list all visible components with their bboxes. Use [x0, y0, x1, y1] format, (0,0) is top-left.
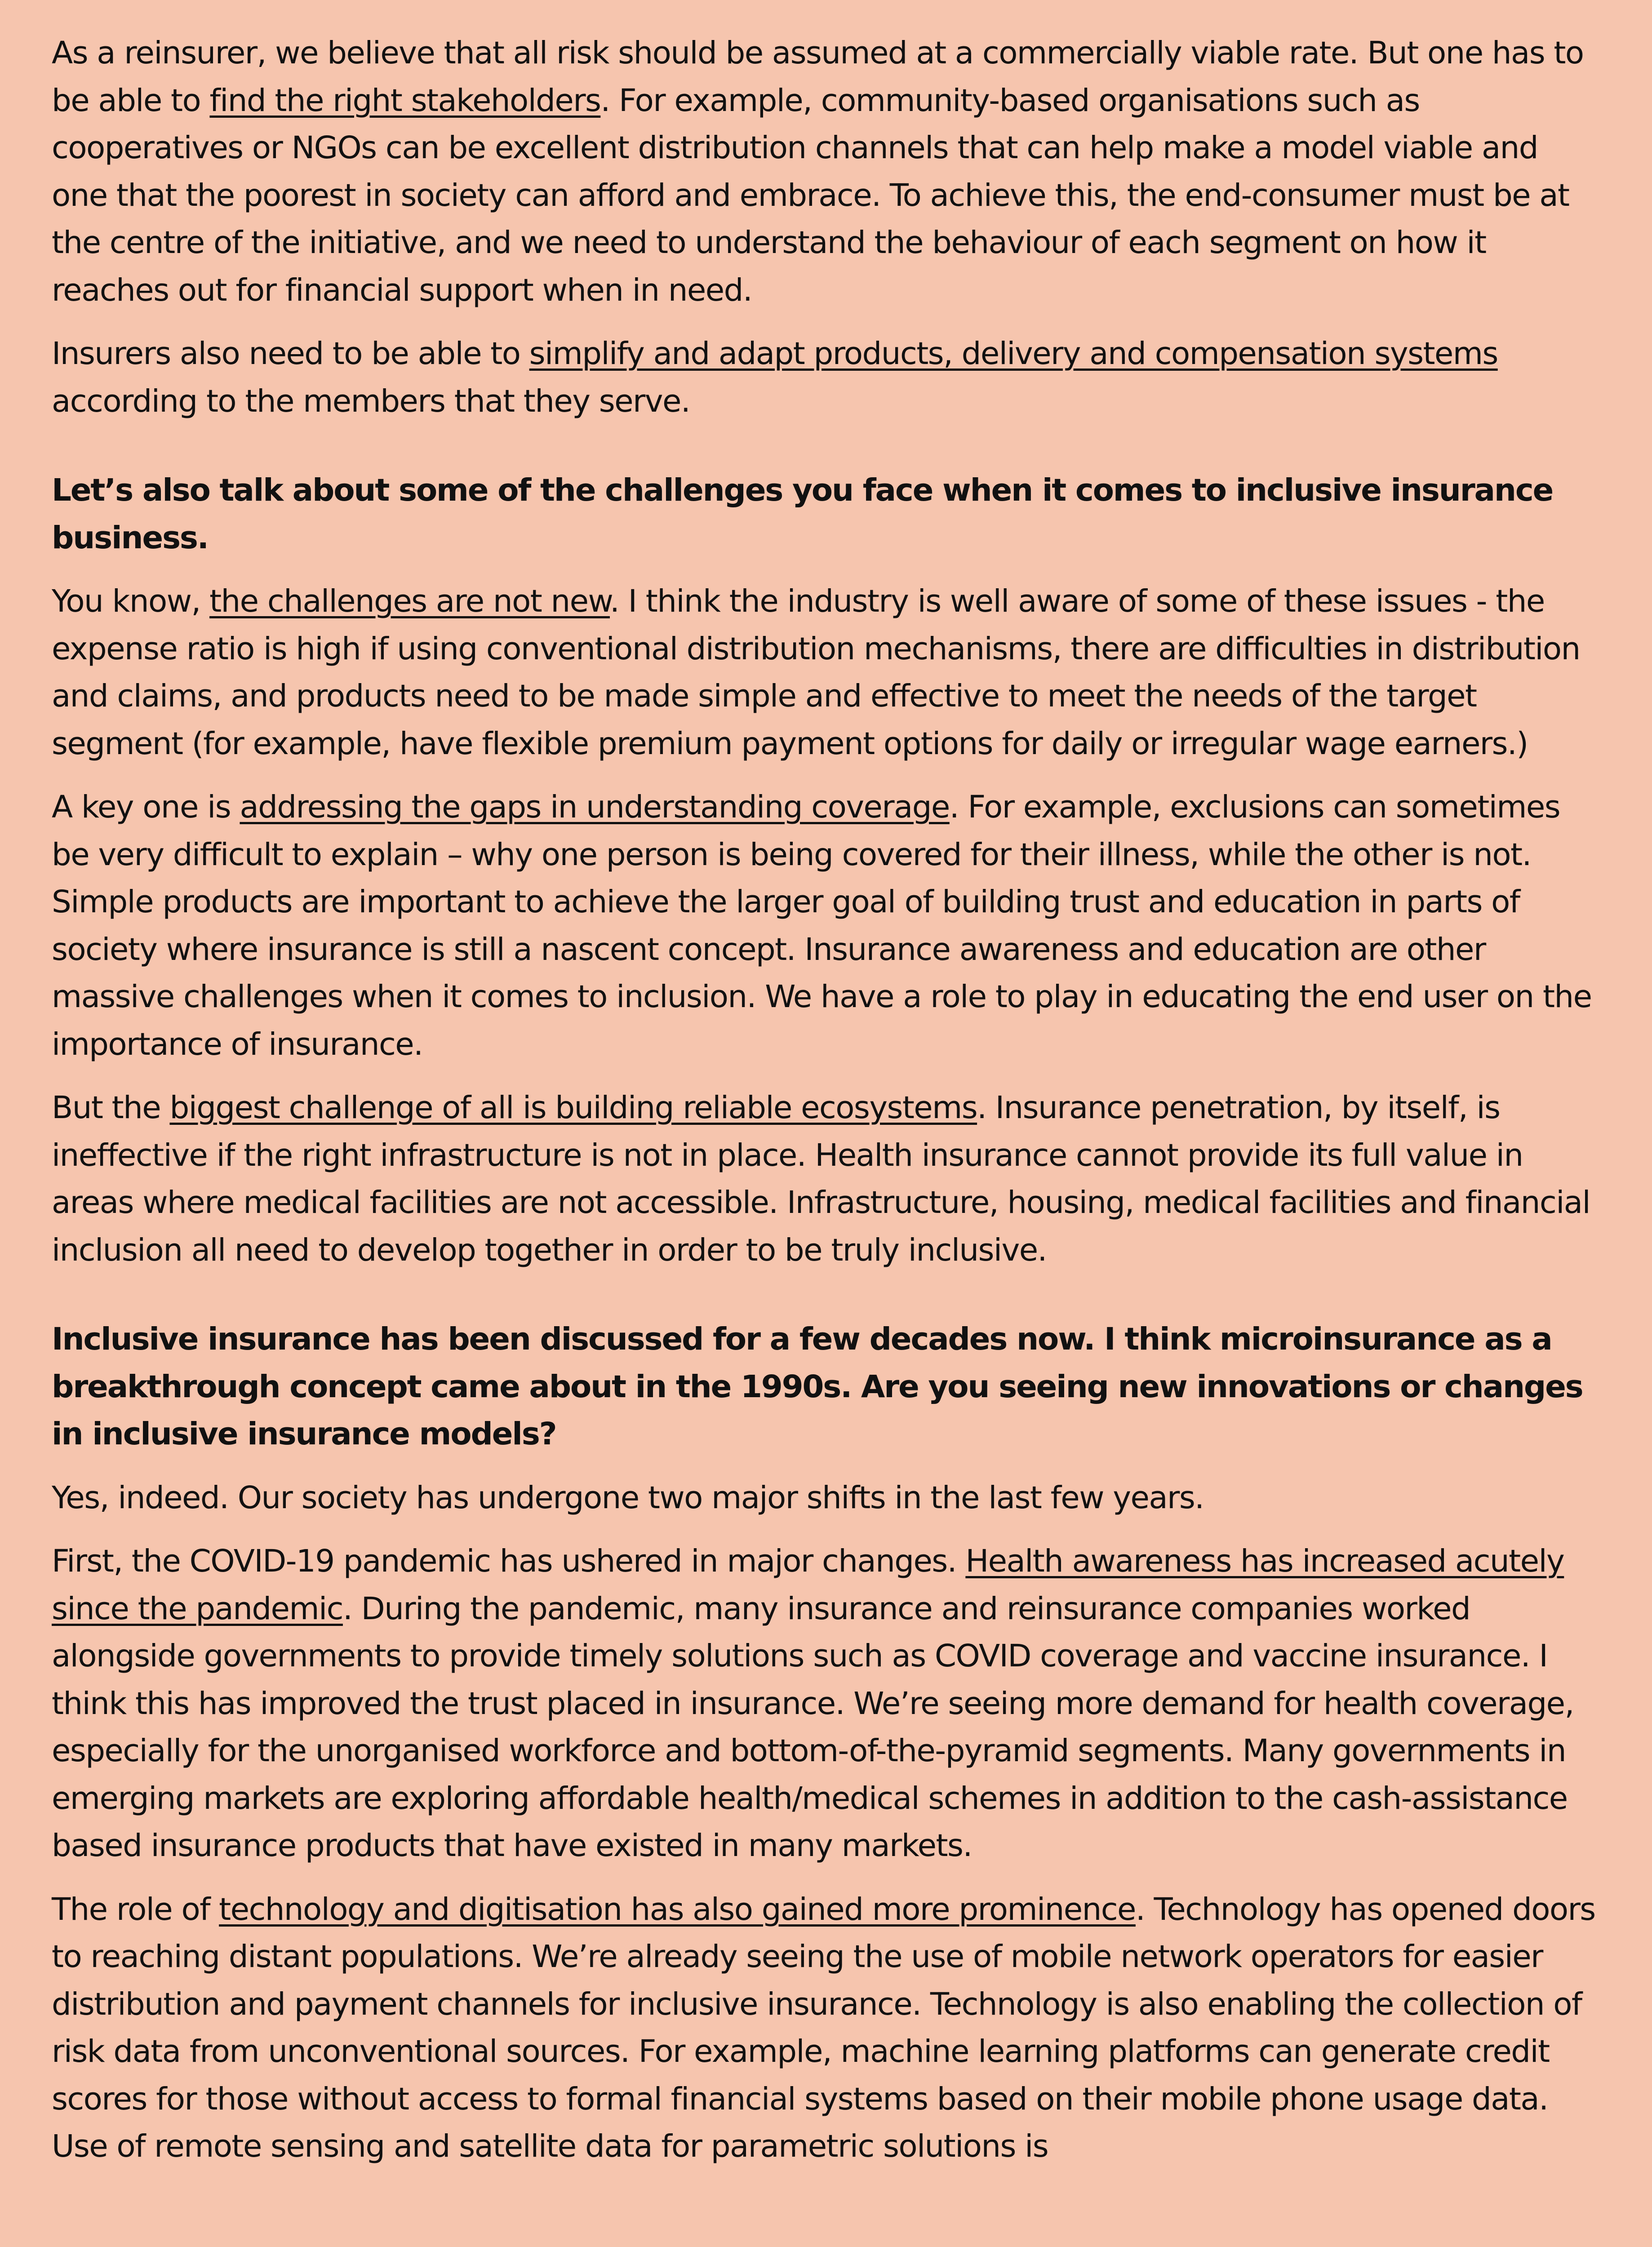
answer-paragraph	[52, 578, 1598, 768]
answer-paragraph	[52, 30, 1598, 314]
article-body	[52, 30, 1598, 2187]
interview-question: Let’s also talk about some of the challenges you face when it comes to inclusive insurance business.	[52, 472, 1553, 556]
underlined-phrase: the challenges are not new	[209, 583, 610, 619]
answer-paragraph	[52, 1474, 1598, 1522]
answer-text: Yes, indeed. Our society has undergone two major shifts in the last few years.	[52, 1479, 1204, 1516]
answer-text: . I think the industry is well aware of some of these issues - the expense ratio is high if using conventional distribution mechanisms, there are difficulties in distribution and claims, and products need to be made simple and effective to meet the needs of the target segment (for example, have flexible premium payment options for daily or irregular wage earners.)	[52, 583, 1580, 762]
answer-text: The role of	[52, 1891, 219, 1927]
answer-text: . Insurance penetration, by itself, is ineffective if the right infrastructure is not in place. Health insurance cannot provide its full value in areas where medical facilities are not accessible. Infrastructure, housing, medical facilities and financial inclusion all need to develop together in order to be truly inclusive.	[52, 1090, 1590, 1268]
underlined-phrase: addressing the gaps in understanding coverage	[240, 789, 950, 825]
answer-paragraph	[52, 1538, 1598, 1870]
answer-paragraph	[52, 784, 1598, 1068]
answer-text: . During the pandemic, many insurance and reinsurance companies worked alongside governments to provide timely solutions such as COVID coverage and vaccine insurance. I think this has improved the trust placed in insurance. We’re seeing more demand for health coverage, especially for the unorganised workforce and bottom-of-the-pyramid segments. Many governments in emerging markets are exploring affordable health/medical schemes in addition to the cash-assistance based insurance products that have existed in many markets.	[52, 1590, 1574, 1864]
underlined-phrase: simplify and adapt products, delivery and compensation systems	[529, 336, 1498, 372]
answer-text: . For example, exclusions can sometimes be very difficult to explain – why one person is being covered for their illness, while the other is not. Simple products are important to achieve the larger goal of building trust and education in parts of society where insurance is still a nascent concept. Insurance awareness and education are other massive challenges when it comes to inclusion. We have a role to play in educating the end user on the importance of insurance.	[52, 789, 1592, 1062]
underlined-phrase: Health awareness has increased acutely since the pandemic	[52, 1543, 1564, 1627]
answer-text: First, the COVID-19 pandemic has ushered in major changes.	[52, 1543, 966, 1579]
answer-text: You know,	[52, 583, 210, 619]
answer-text: . For example, community-based organisations such as cooperatives or NGOs can be excellent distribution channels that can help make a model viable and one that the poorest in society can afford and embrace. To achieve this, the end-consumer must be at the centre of the initiative, and we need to understand the behaviour of each segment on how it reaches out for financial support when in need.	[52, 82, 1569, 308]
answer-paragraph	[52, 1886, 1598, 2171]
answer-text: But the	[52, 1090, 170, 1126]
answer-text: Insurers also need to be able to	[52, 336, 529, 372]
answer-paragraph	[52, 330, 1598, 425]
underlined-phrase: find the right stakeholders	[209, 82, 601, 119]
answer-paragraph	[52, 1084, 1598, 1274]
underlined-phrase: biggest challenge of all is building reliable ecosystems	[169, 1090, 977, 1126]
underlined-phrase: technology and digitisation has also gained more prominence	[219, 1891, 1136, 1927]
answer-text: . Technology has opened doors to reaching distant populations. We’re already seeing the use of mobile network operators for easier distribution and payment channels for inclusive insurance. Technology is also enabling the collection of risk data from unconventional sources. For example, machine learning platforms can generate credit scores for those without access to formal financial systems based on their mobile phone usage data. Use of remote sensing and satellite data for parametric solutions is	[52, 1891, 1595, 2164]
answer-text: according to the members that they serve.	[52, 383, 690, 419]
answer-text: As a reinsurer, we believe that all risk should be assumed at a commercially viable rate. But one has to be able to	[52, 35, 1584, 119]
answer-text: A key one is	[52, 789, 240, 825]
interview-question: Inclusive insurance has been discussed for a few decades now. I think microinsurance as a breakthrough concept came about in the 1990s. Are you seeing new innovations or changes in inclusive insurance models?	[52, 1321, 1583, 1452]
